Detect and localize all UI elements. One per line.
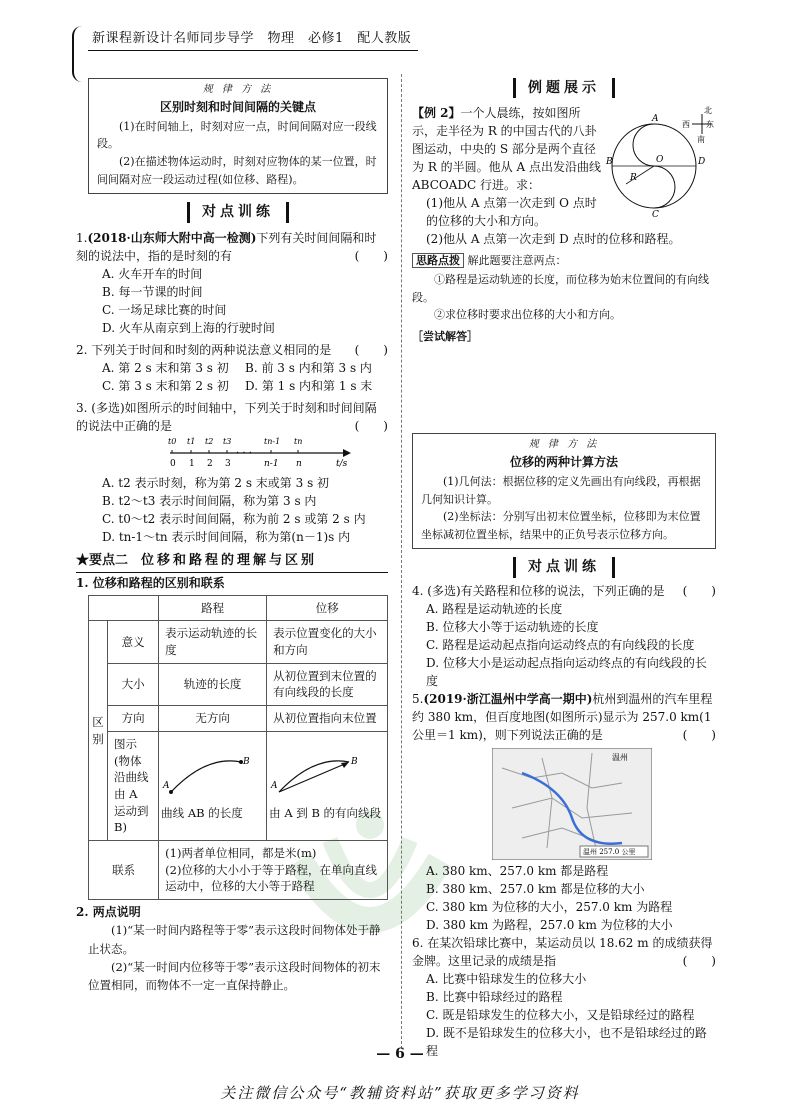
option: D. 位移大小是运动起点指向运动终点的有向线段的长度 <box>426 655 707 688</box>
option: B. 比赛中铅球经过的路程 <box>426 989 563 1004</box>
option: D. 第 1 s 内和第 1 s 末 <box>245 378 373 393</box>
question-3: 3. (多选)如图所示的时间轴中，下列关于时刻和时间间隔的说法中正确的是 ( ) t0 t1 t2 t3 tn-1 tn · · · 0 1 2 3 n-1 n t/s A. t2 表示时刻，称为第 2 s 末或第 3 s 初 B. t2～t3 表示时间间隔，称为第 3 s 内 C. t0～t2 表示时间间隔，称为前 2 s 或第 2 s 内 D. tn-1～tn 表示时间间隔，称为第(n－1)s 内 <box>76 400 388 544</box>
rule-tag: 规 律 方 法 <box>202 84 274 95</box>
axis-tick-1: 1 <box>189 458 195 469</box>
footer-text: 关注微信公众号“教辅资料站”获取更多学习资料 <box>220 1084 580 1102</box>
table-cell: 表示运动轨迹的长度 <box>159 621 267 663</box>
idea-hint: 思路点拨 解此题要注意两点： ①路程是运动轨迹的长度，而位移为始末位置间的有向线段。 ②求位移时要求出位移的大小和方向。 <box>412 254 709 322</box>
time-axis-figure <box>88 435 388 469</box>
axis-tick-0: 0 <box>170 458 176 469</box>
option: D. 火车从南京到上海的行驶时间 <box>102 320 275 335</box>
option: D. tn-1～tn 表示时间间隔，称为第(n－1)s 内 <box>102 529 351 544</box>
option: C. t0～t2 表示时间间隔，称为前 2 s 或第 2 s 内 <box>102 511 366 526</box>
axis-tick-n: n <box>296 458 302 469</box>
question-source: (2019·浙江温州中学高一期中) <box>423 691 593 706</box>
option: B. 380 km、257.0 km 都是位移的大小 <box>426 881 645 896</box>
axis-label-t1: t1 <box>187 436 196 446</box>
option: D. 380 km 为路程，257.0 km 为位移的大小 <box>426 917 673 932</box>
option: A. 路程是运动轨迹的长度 <box>426 601 563 616</box>
option: A. 火车开车的时间 <box>102 266 203 281</box>
rule-title: 区别时刻和时间间隔的关键点 <box>159 99 316 114</box>
section-heading: 对点训练 <box>88 202 388 222</box>
map-city-label: 温州 <box>612 752 628 762</box>
axis-unit: t/s <box>336 458 348 469</box>
example-subq: (2)他从 A 点第一次走到 D 点时的位移和路程。 <box>426 232 681 247</box>
rule-box-2 <box>412 433 716 549</box>
header-bracket <box>72 26 84 82</box>
example-subq: (1)他从 A 点第一次走到 O 点时的位移的大小和方向。 <box>426 196 597 229</box>
header-rule <box>88 50 418 51</box>
table-row-key: 方向 <box>108 706 159 732</box>
rule-text: (1)在时间轴上，时刻对应一点，时间间隔对应一段线段。 <box>97 119 377 151</box>
svg-text:C: C <box>652 210 659 220</box>
section-heading: 对点训练 <box>412 557 716 577</box>
option: C. 第 3 s 末和第 2 s 初 <box>102 378 229 393</box>
table-header: 位移 <box>267 595 388 621</box>
table-cell: 表示位置变化的大小和方向 <box>267 621 388 663</box>
example-label: 【例 2】 <box>412 106 461 121</box>
table-cell: 从初位置指向末位置 <box>267 706 388 732</box>
compass-north: 北 <box>704 106 712 116</box>
option: C. 既是铅球发生的位移大小，又是铅球经过的路程 <box>426 1007 695 1022</box>
rule-text: (1)几何法：根据位移的定义先画出有向线段，再根据几何知识计算。 <box>421 475 701 506</box>
table-cell: 无方向 <box>159 706 267 732</box>
table-cell: 轨迹的长度 <box>159 663 267 705</box>
right-column <box>412 78 716 1060</box>
page-number: — 6 — <box>376 1046 424 1062</box>
table-row-key: 意义 <box>108 621 159 663</box>
left-column <box>76 78 388 995</box>
option: B. 位移大小等于运动轨迹的长度 <box>426 619 599 634</box>
axis-label-t0: t0 <box>168 436 177 446</box>
example-text: 一个人晨练，按如图所示，走半径为 R 的中国古代的八卦图运动，中央的 S 部分是两个直径为 R 的半圆。他从 A 点出发沿曲线 ABCOADC 行进。求： <box>412 106 601 193</box>
question-source: (2018·山东师大附中高一检测) <box>87 230 257 245</box>
try-answer <box>412 328 716 345</box>
question-5: 5.(2019·浙江温州中学高一期中)杭州到温州的汽车里程约 380 km，但百度地图(如图所示)显示为 257.0 km(1 公里＝1 km)，则下列说法正确的是 ( ) 温州 温州 257.0 公里 A. 380 km、257.0 km 都是路程 B. 380 km、257.0 km 都是位移的大小 C. 380 km 为位移的大小，257.0 km 为路程 D. 380 km 为路程，257.0 km 为位移的大小 <box>412 691 716 932</box>
displacement-figure <box>269 750 359 800</box>
svg-text:O: O <box>656 155 664 166</box>
route-map <box>492 748 652 860</box>
option: A. 380 km、257.0 km 都是路程 <box>426 863 609 878</box>
subheading: 1. 位移和路程的区别和联系 <box>76 576 225 591</box>
table-cell-link: (1)两者单位相同，都是米(m) (2)位移的大小小于等于路程，在单向直线运动中，位移的大小等于路程 <box>159 840 388 899</box>
rule-text: (2)坐标法：分别写出初末位置坐标，位移即为末位置坐标减初位置坐标，结果中的正负号表示位移方向。 <box>421 510 701 541</box>
svg-text:D: D <box>698 157 706 168</box>
keypoint-heading: ★要点二 位移和路程的理解与区别 <box>76 552 388 574</box>
question-2: 2. 下列关于时间和时刻的两种说法意义相同的是 ( ) A. 第 2 s 末和第 3 s 初 B. 前 3 s 内和第 3 s 内 C. 第 3 s 末和第 2 s 初 D. 第 1 s 内和第 1 s 末 <box>76 342 388 393</box>
note-text: (2)“某一时间内位移等于零”表示这段时间物体的初末位置相同，而物体不一定一直保持静止。 <box>88 960 381 993</box>
svg-text:B: B <box>606 157 613 168</box>
note-text: (1)“某一时间内路程等于零”表示这段时间物体处于静止状态。 <box>88 923 381 956</box>
example-2 <box>412 104 716 248</box>
svg-text:B: B <box>243 757 250 768</box>
axis-label-tn-1: tn-1 <box>264 436 281 446</box>
option: A. t2 表示时刻，称为第 2 s 末或第 3 s 初 <box>102 475 330 490</box>
book-title: 新课程新设计名师同步导学 物理 必修1 配人教版 <box>92 31 412 46</box>
axis-tick-n-1: n-1 <box>264 458 279 469</box>
axis-tick-2: 2 <box>207 458 213 469</box>
compass-east: 东 <box>706 120 714 130</box>
svg-text:· · ·: · · · <box>236 447 252 459</box>
axis-tick-3: 3 <box>225 458 231 469</box>
option: C. 一场足球比赛的时间 <box>102 302 227 317</box>
try-tag: ［尝试解答］ <box>412 329 478 343</box>
table-cell-disp-figure: A B 由 A 到 B 的有向线段 <box>267 731 388 840</box>
question-1: 1.(2018·山东师大附中高一检测)下列有关时间间隔和时刻的说法中，指的是时刻的有 ( ) A. 火车开车的时间 B. 每一节课的时间 C. 一场足球比赛的时间 D. 火车从南京到上海的行驶时间 <box>76 230 388 335</box>
question-6: 6. 在某次铅球比赛中，某运动员以 18.62 m 的成绩获得金牌。这里记录的成绩是指 ( ) A. 比赛中铅球发生的位移大小 B. 比赛中铅球经过的路程 C. 既是铅球发生的位移大小，又是铅球经过的路程 D. 既不是铅球发生的位移大小，也不是铅球经过的路程 <box>412 935 716 1058</box>
option: A. 比赛中铅球发生的位移大小 <box>426 971 587 986</box>
rule-tag: 规 律 方 法 <box>528 439 600 451</box>
table-header: 路程 <box>159 595 267 621</box>
table-cell: 从初位置到末位置的有向线段的长度 <box>267 663 388 705</box>
table-row-key: 联系 <box>89 840 159 899</box>
option: B. 每一节课的时间 <box>102 284 203 299</box>
rule-text: (2)在描述物体运动时，时刻对应物体的某一位置，时间间隔对应一段运动过程(如位移、路程)。 <box>97 155 377 186</box>
table-row-key: 图示(物体沿曲线由 A 运动到 B) <box>108 731 159 840</box>
map-caption: 温州 257.0 公里 <box>583 847 636 856</box>
path-curve-figure <box>161 750 251 800</box>
idea-tag: 思路点拨 <box>412 253 464 268</box>
subheading: 2. 两点说明 <box>76 904 141 919</box>
option: D. 既不是铅球发生的位移大小，也不是铅球经过的路程 <box>426 1025 707 1058</box>
axis-label-tn: tn <box>294 436 303 446</box>
svg-text:A: A <box>652 114 659 125</box>
option: B. 前 3 s 内和第 3 s 内 <box>245 360 372 375</box>
axis-label-t3: t3 <box>223 436 232 446</box>
option: C. 380 km 为位移的大小，257.0 km 为路程 <box>426 899 673 914</box>
table-row-key: 大小 <box>108 663 159 705</box>
axis-label-t2: t2 <box>205 436 214 446</box>
bagua-figure <box>606 104 716 219</box>
svg-text:R: R <box>630 173 637 184</box>
compass-south: 南 <box>697 135 705 145</box>
table-group-label: 区别 <box>89 621 108 840</box>
rule-box-1 <box>88 78 388 194</box>
option: B. t2～t3 表示时间间隔，称为第 3 s 内 <box>102 493 317 508</box>
svg-text:B: B <box>351 757 358 768</box>
section-heading: 例题展示 <box>412 78 716 98</box>
question-4: 4. (多选)有关路程和位移的说法，下列正确的是 ( ) A. 路程是运动轨迹的长度 B. 位移大小等于运动轨迹的长度 C. 路程是运动起点指向运动终点的有向线段的长度 D. 位移大小是运动起点指向运动终点的有向线段的长度 <box>412 583 716 688</box>
comparison-table <box>88 595 388 900</box>
option: A. 第 2 s 末和第 3 s 初 <box>102 360 229 375</box>
table-cell-path-figure: A B 曲线 AB 的长度 <box>159 731 267 840</box>
svg-text:A: A <box>271 781 278 792</box>
rule-title: 位移的两种计算方法 <box>509 454 618 469</box>
option: C. 路程是运动起点指向运动终点的有向线段的长度 <box>426 637 695 652</box>
compass-west: 西 <box>682 120 690 130</box>
svg-text:A: A <box>163 781 170 792</box>
